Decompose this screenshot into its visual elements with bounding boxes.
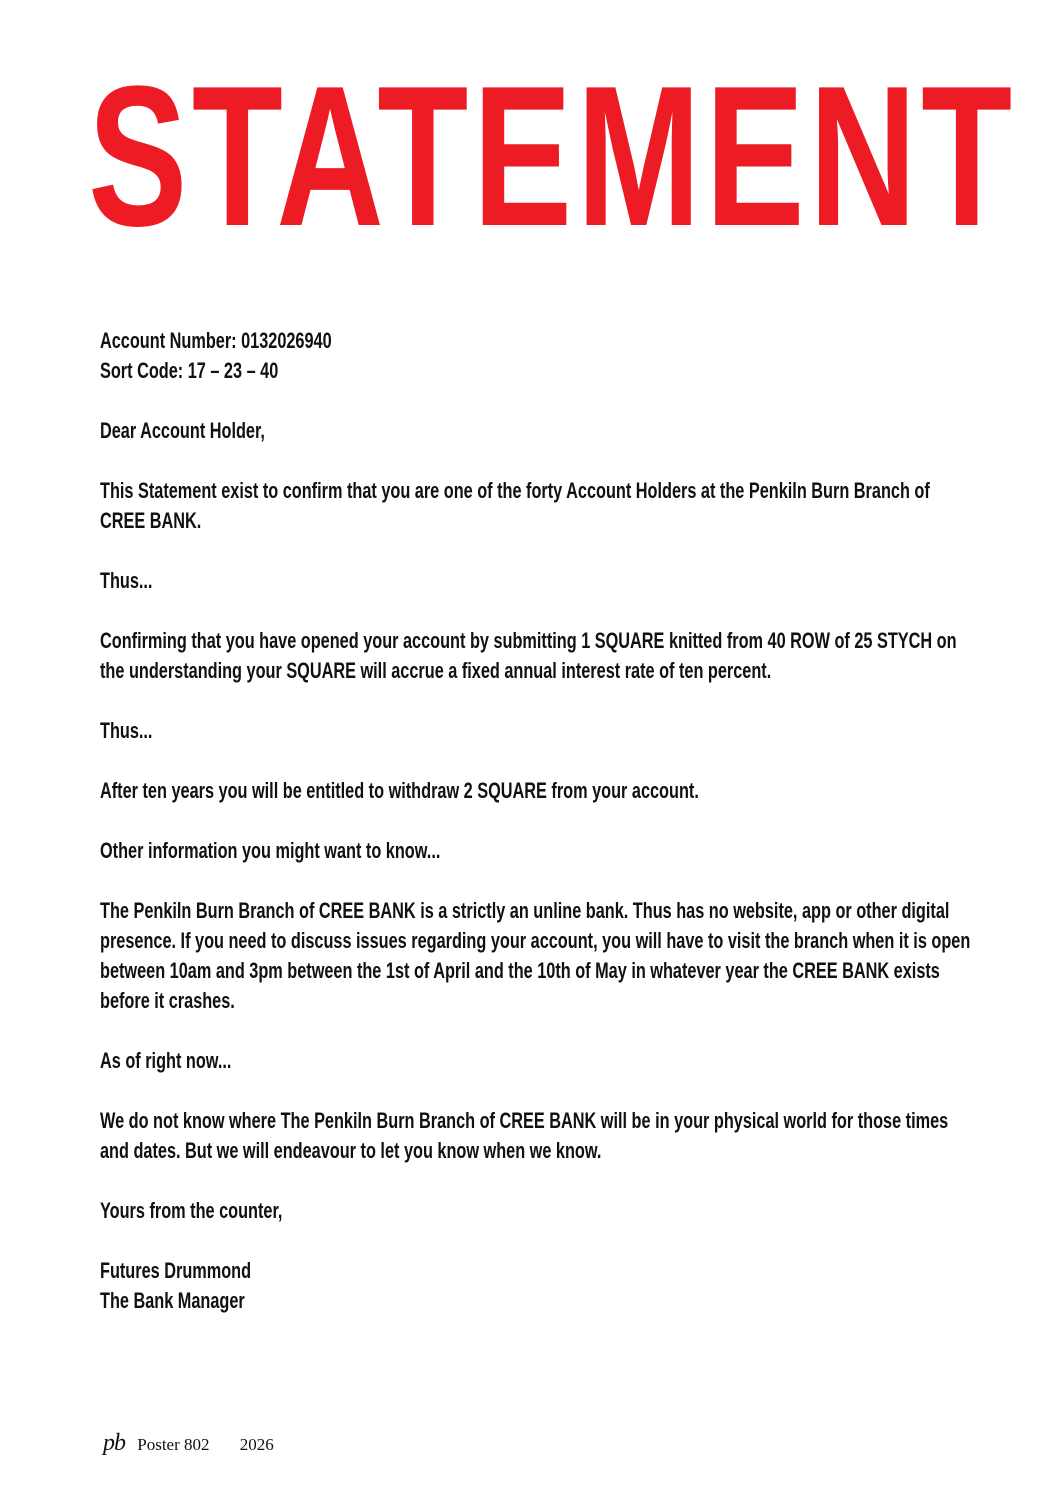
paragraph-account-terms: Confirming that you have opened your account by submitting 1 SQUARE knitted from 40 ROW of 25 STYCH on the understanding your SQUARE will accrue a fixed annual interest rate of ten percent. — [100, 628, 957, 683]
signature-title: The Bank Manager — [100, 1288, 245, 1313]
signature-name: Futures Drummond — [100, 1258, 252, 1283]
poster-number: Poster 802 — [137, 1435, 210, 1454]
greeting: Dear Account Holder, — [100, 418, 265, 443]
paragraph-confirmation: This Statement exist to confirm that you are one of the forty Account Holders at the Penkiln Burn Branch of CREE BANK. — [100, 478, 930, 533]
sign-off: Yours from the counter, — [100, 1198, 283, 1223]
thus-2: Thus... — [100, 718, 153, 743]
paragraph-right-now: As of right now... — [100, 1048, 232, 1073]
account-number: Account Number: 0132026940 — [100, 328, 332, 353]
thus-1: Thus... — [100, 568, 153, 593]
paragraph-branch-info: The Penkiln Burn Branch of CREE BANK is a strictly an unline bank. Thus has no website, app or other digital presence. If you need to discuss issues regarding your account, you will have to visit the branch when it is open between 10am and 3pm between the 1st of April and the 10th of May in whatever year the CREE BANK exists before it crashes. — [100, 898, 971, 1013]
publisher-logo: pb — [103, 1430, 125, 1456]
letter-body — [100, 326, 973, 1316]
sort-code: Sort Code: 17 – 23 – 40 — [100, 358, 279, 383]
paragraph-location: We do not know where The Penkiln Burn Branch of CREE BANK will be in your physical world for those times and dates. But we will endeavour to let you know when we know. — [100, 1108, 949, 1163]
footer — [103, 1430, 274, 1458]
paragraph-withdrawal: After ten years you will be entitled to withdraw 2 SQUARE from your account. — [100, 778, 699, 803]
poster-year: 2026 — [239, 1435, 274, 1454]
paragraph-other-info: Other information you might want to know... — [100, 838, 441, 863]
page-title: STATEMENT — [88, 45, 1017, 268]
